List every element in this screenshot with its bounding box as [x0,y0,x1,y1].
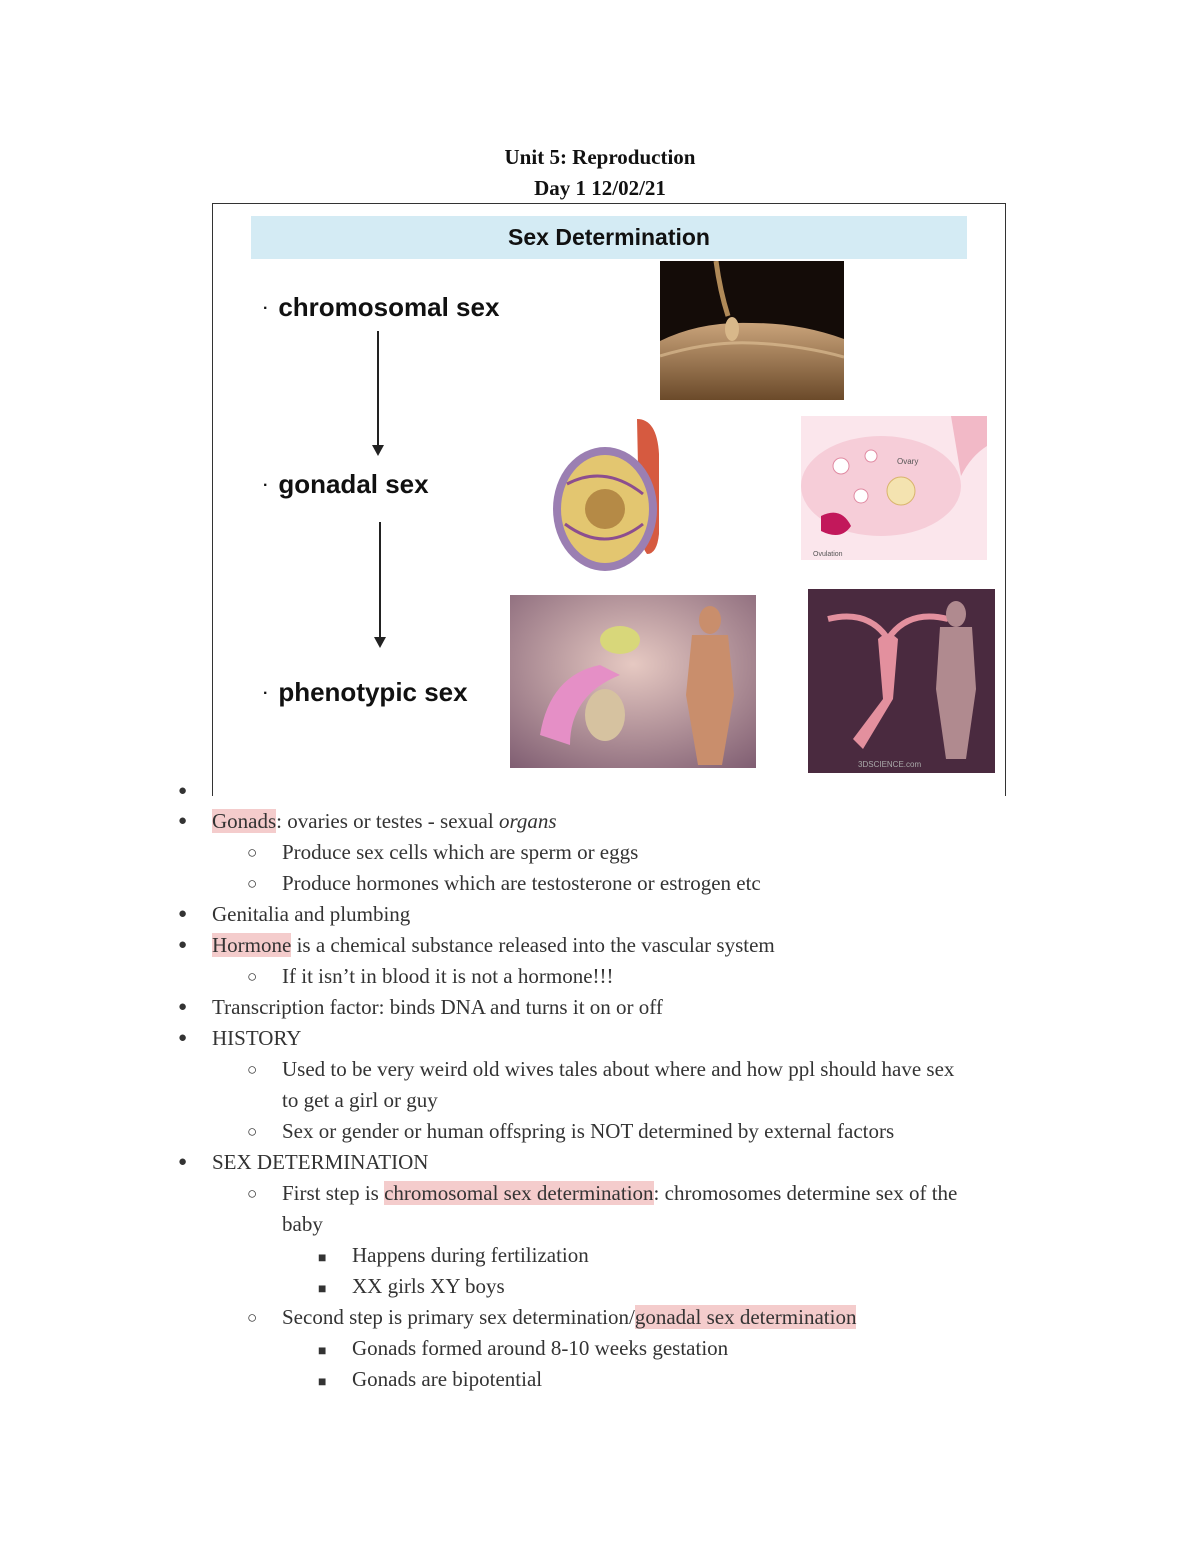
bullet-icon: ● [178,1030,188,1046]
stage-dot-icon: · [263,477,269,495]
down-arrow-icon [377,331,379,446]
item-text: HISTORY [212,1026,302,1050]
item-text: Produce sex cells which are sperm or eggs [282,840,639,864]
item-text: XX girls XY boys [352,1274,505,1298]
italic-text: organs [498,809,557,833]
page-date: Day 1 12/02/21 [534,176,666,200]
item-text: baby [282,1212,323,1236]
item-text: If it isn’t in blood it is not a hormone!!! [282,964,614,988]
item-text: : ovaries or testes - sexual [276,809,499,833]
stage-label: phenotypic sex [278,677,468,707]
circle-bullet-icon: ○ [247,1122,258,1141]
stage-chromosomal-sex [263,292,499,323]
highlight-term: chromosomal sex determination [384,1181,654,1205]
page-header [0,142,1200,204]
sex-determination-slide [212,203,1006,796]
bullet-icon: ● [178,937,188,953]
stage-dot-icon: · [263,300,269,318]
circle-bullet-icon: ○ [247,843,258,862]
testis-image [547,414,675,574]
item-text: First step is [282,1181,385,1205]
item-text: Happens during fertilization [352,1243,589,1267]
item-text: Transcription factor: binds DNA and turns it on or off [212,995,663,1019]
square-bullet-icon: ■ [318,1251,327,1266]
female-anatomy-image [808,589,995,773]
highlight-term: gonadal sex determination [634,1305,857,1329]
stage-label: chromosomal sex [278,292,500,322]
down-arrow-icon [379,522,381,638]
bullet-icon: ● [178,813,188,829]
stage-gonadal-sex [263,469,429,500]
stage-phenotypic-sex [263,677,468,708]
item-text: Genitalia and plumbing [212,902,411,926]
ovary-label: Ovary [897,457,919,466]
item-text: Second step is primary sex determination/ [282,1305,635,1329]
item-text: SEX DETERMINATION [212,1150,429,1174]
ovary-image [801,416,987,560]
item-text: Produce hormones which are testosterone or estrogen etc [282,871,761,895]
square-bullet-icon: ■ [318,1344,327,1359]
item-text: Gonads are bipotential [352,1367,543,1391]
circle-bullet-icon: ○ [247,1308,258,1327]
stage-label: gonadal sex [278,469,429,499]
item-text: to get a girl or guy [282,1088,438,1112]
highlight-term: Hormone [212,933,292,957]
ovulation-label: Ovulation [813,551,843,558]
circle-bullet-icon: ○ [247,1184,258,1203]
circle-bullet-icon: ○ [247,967,258,986]
item-text: Sex or gender or human offspring is NOT determined by external factors [282,1119,895,1143]
item-text: : chromosomes determine sex of the [653,1181,958,1205]
item-text: is a chemical substance released into the vascular system [291,933,775,957]
fertilization-image [660,261,844,400]
item-text: Used to be very weird old wives tales about where and how ppl should have sex [282,1057,955,1081]
slide-heading: Sex Determination [251,216,967,259]
highlight-term: Gonads [212,809,277,833]
bullet-icon: ● [178,783,188,799]
bullet-icon: ● [178,906,188,922]
male-anatomy-image [510,595,756,768]
bullet-icon: ● [178,999,188,1015]
square-bullet-icon: ■ [318,1282,327,1297]
circle-bullet-icon: ○ [247,1060,258,1079]
bullet-icon: ● [178,1154,188,1170]
watermark-label: 3DSCIENCE.com [858,760,922,769]
circle-bullet-icon: ○ [247,874,258,893]
square-bullet-icon: ■ [318,1375,327,1390]
item-text: Gonads formed around 8-10 weeks gestation [352,1336,729,1360]
page-title: Unit 5: Reproduction [504,145,696,169]
stage-dot-icon: · [263,685,269,703]
